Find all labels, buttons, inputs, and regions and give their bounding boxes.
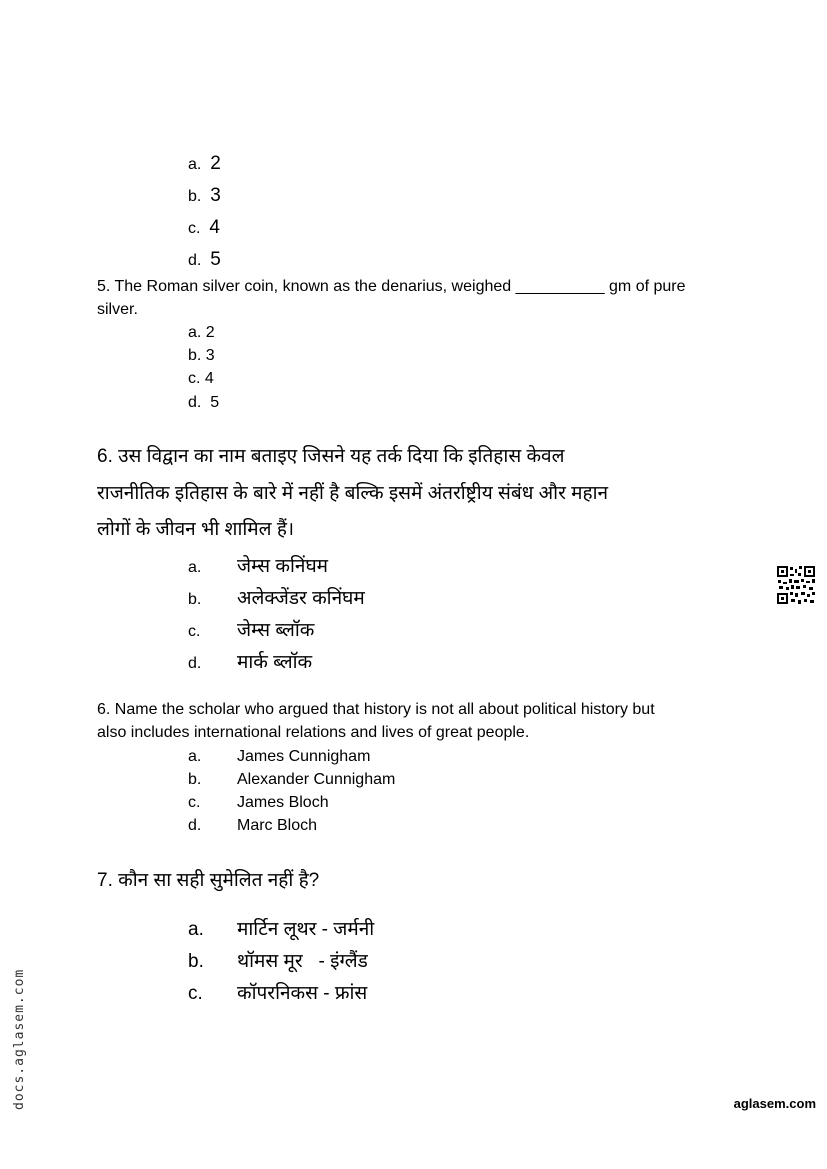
option-text: जेम्स कनिंघम [237,556,329,577]
option-text: 3 [205,347,215,364]
option-letter: d. [188,394,202,411]
option-letter: a. [188,156,202,173]
q4-option-a [188,153,221,175]
q4-option-c [188,217,220,239]
option-letter: a. [188,324,202,341]
option-letter: a. [188,748,202,765]
q7-hindi-question: 7. कौन सा सही सुमेलित नहीं है? [97,870,320,891]
q4-option-b [188,185,221,207]
q5-option-a [188,321,215,344]
q5-option-c [188,367,214,390]
option-letter: c. [188,220,201,237]
q4-option-d [188,249,221,271]
q6-hindi-option-b [188,584,365,610]
option-letter: d. [188,655,202,672]
q6-hindi-line3: लोगों के जीवन भी शामिल हैं। [97,519,295,540]
q6-english-line2: also includes international relations and lives of great people. [97,724,530,741]
q5-option-b [188,344,215,367]
option-text: मार्क ब्लॉक [237,652,313,673]
watermark-text: docs.aglasem.com [12,968,27,1110]
option-text: 4 [209,217,220,238]
q6-hindi-line1: 6. उस विद्वान का नाम बताइए जिसने यह तर्क दिया कि इतिहास केवल [97,446,565,467]
option-text: जेम्स ब्लॉक [237,620,315,641]
option-text: Marc Bloch [237,817,318,834]
option-text: 2 [205,324,215,341]
option-text: अलेक्जेंडर कनिंघम [237,588,365,609]
footer-brand: aglasem.com [733,1096,816,1111]
option-text: 3 [210,185,221,206]
option-letter: b. [188,591,202,608]
option-letter: b. [188,771,202,788]
qr-code-icon [776,565,816,605]
option-text: James Bloch [237,794,329,811]
q6-hindi-option-a [188,552,328,578]
option-text: Alexander Cunnigham [237,771,396,788]
option-letter: b. [188,951,204,972]
q7-hindi-option-c [188,979,367,1005]
option-letter: c. [188,623,201,640]
option-text: मार्टिन लूथर - जर्मनी [237,919,375,940]
option-text: 5 [210,249,221,270]
option-letter: c. [188,794,201,811]
option-text: James Cunnigham [237,748,371,765]
option-text: 5 [210,394,220,411]
option-letter: b. [188,347,202,364]
option-letter: c. [188,370,201,387]
q7-hindi-option-a [188,915,374,941]
q5-option-d [188,391,219,414]
q5-question-line1: 5. The Roman silver coin, known as the denarius, weighed __________ gm of pure [97,278,686,295]
option-letter: b. [188,188,202,205]
q6-hindi-option-d [188,648,312,674]
option-text: 4 [204,370,214,387]
q6-english-option-c [188,791,329,814]
option-letter: a. [188,919,204,940]
q6-english-line1: 6. Name the scholar who argued that history is not all about political history but [97,701,655,718]
q6-english-option-d [188,814,317,837]
q6-hindi-line2: राजनीतिक इतिहास के बारे में नहीं है बल्कि इसमें अंतर्राष्ट्रीय संबंध और महान [97,483,609,504]
option-text: कॉपरनिकस - फ्रांस [237,983,368,1004]
option-letter: d. [188,817,202,834]
option-text: 2 [210,153,221,174]
q6-english-option-b [188,768,395,791]
q6-english-option-a [188,745,370,768]
option-letter: d. [188,252,202,269]
option-letter: a. [188,559,202,576]
q5-question-line2: silver. [97,301,138,318]
q7-hindi-option-b [188,947,368,973]
option-letter: c. [188,983,203,1004]
q6-hindi-option-c [188,616,314,642]
option-text: थॉमस मूर - इंग्लैंड [237,951,368,972]
